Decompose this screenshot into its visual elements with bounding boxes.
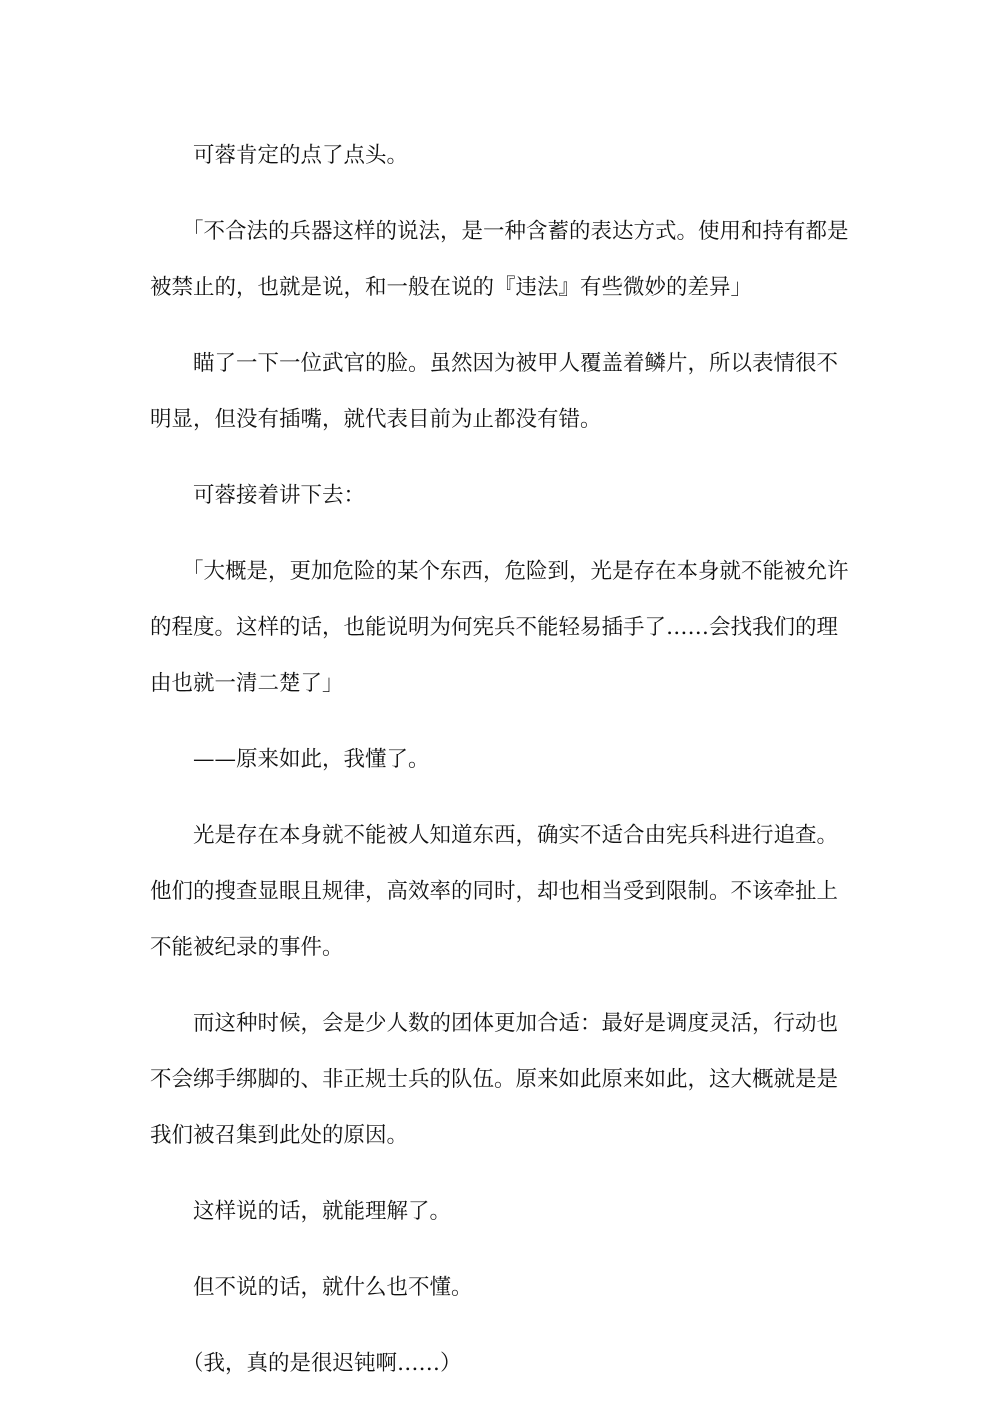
paragraph-6: ——原来如此，我懂了。 [193,747,430,772]
paragraph-9: 这样说的话，就能理解了。 [193,1199,452,1224]
paragraph-1: 可蓉肯定的点了点头。 [193,143,409,168]
paragraph-2: 「不合法的兵器这样的说法，是一种含蓄的表达方式。使用和持有都是被禁止的，也就是说，和一般在说的『违法』有些微妙的差异」 [150,219,849,300]
paragraph-5: 「大概是，更加危险的某个东西，危险到，光是存在本身就不能被允许的程度。这样的话，也能说明为何宪兵不能轻易插手了……会找我们的理由也就一清二楚了」 [150,559,849,696]
paragraph-7: 光是存在本身就不能被人知道东西，确实不适合由宪兵科进行追查。他们的搜查显眼且规律，高效率的同时，却也相当受到限制。不该牵扯上不能被纪录的事件。 [150,823,839,960]
paragraph-8: 而这种时候，会是少人数的团体更加合适：最好是调度灵活，行动也不会绑手绑脚的、非正规士兵的队伍。原来如此原来如此，这大概就是是我们被召集到此处的原因。 [150,1011,839,1148]
paragraph-3: 瞄了一下一位武官的脸。虽然因为被甲人覆盖着鳞片，所以表情很不明显，但没有插嘴，就代表目前为止都没有错。 [150,351,839,432]
paragraph-10: 但不说的话，就什么也不懂。 [193,1275,473,1300]
paragraph-4: 可蓉接着讲下去： [193,483,366,508]
paragraph-11: （我，真的是很迟钝啊……） [182,1351,462,1376]
document-page [150,128,850,1412]
